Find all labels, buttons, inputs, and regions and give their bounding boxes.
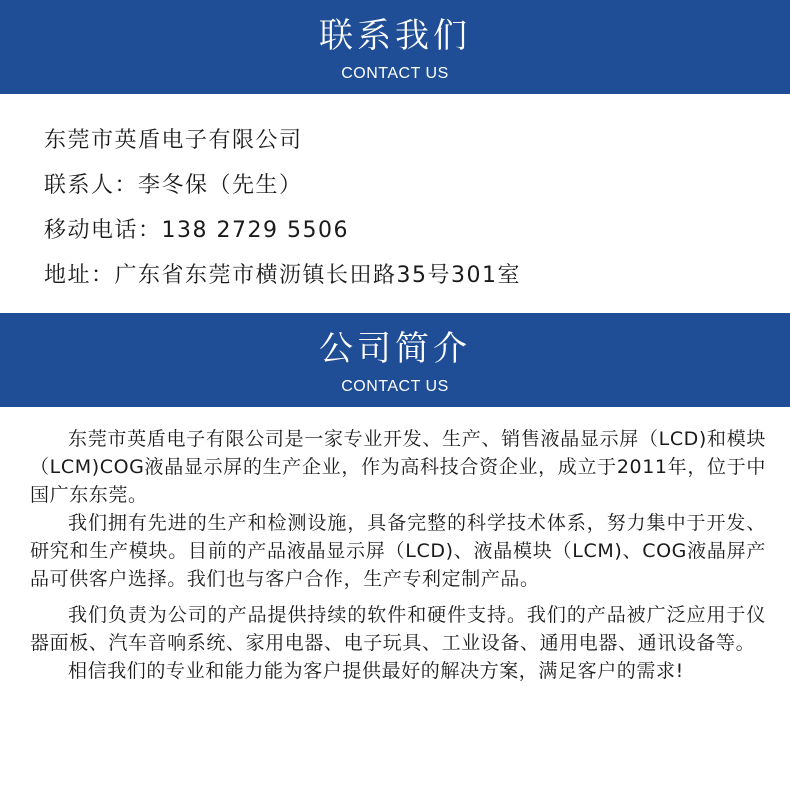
address: 地址：广东省东莞市横沥镇长田路35号301室 <box>44 263 521 288</box>
intro-banner <box>0 313 790 407</box>
contact-title: 联系我们 <box>319 16 471 56</box>
contact-subtitle: CONTACT US <box>341 65 449 82</box>
contact-person: 联系人：李冬保（先生） <box>44 173 303 198</box>
company-intro <box>30 425 766 685</box>
intro-paragraph: 东莞市英盾电子有限公司是一家专业开发、生产、销售液晶显示屏（LCD)和模块（LCM)COG液晶显示屏的生产企业，作为高科技合资企业，成立于2011年，位于中国广东东莞。 <box>30 428 766 506</box>
company-name: 东莞市英盾电子有限公司 <box>44 128 303 153</box>
contact-banner <box>0 0 790 94</box>
mobile-phone: 移动电话：138 2729 5506 <box>44 218 349 243</box>
intro-subtitle: CONTACT US <box>341 378 449 395</box>
contact-info <box>44 118 764 298</box>
intro-paragraph: 相信我们的专业和能力能为客户提供最好的解决方案，满足客户的需求! <box>68 660 684 682</box>
intro-title: 公司简介 <box>319 329 471 369</box>
intro-paragraph: 我们拥有先进的生产和检测设施，具备完整的科学技术体系，努力集中于开发、研究和生产模块。目前的产品液晶显示屏（LCD)、液晶模块（LCM)、COG液晶屏产品可供客户选择。我们也与客户合作，生产专利定制产品。 <box>30 512 766 590</box>
intro-paragraph: 我们负责为公司的产品提供持续的软件和硬件支持。我们的产品被广泛应用于仪器面板、汽车音响系统、家用电器、电子玩具、工业设备、通用电器、通讯设备等。 <box>30 604 766 654</box>
